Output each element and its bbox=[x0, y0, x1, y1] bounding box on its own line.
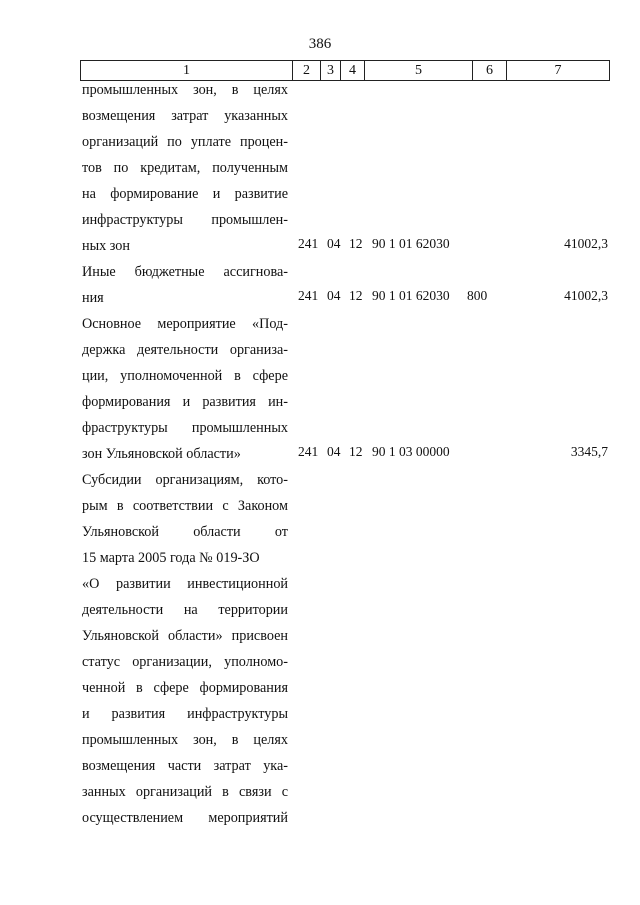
header-col-6: 6 bbox=[473, 61, 507, 80]
text-line: фраструктуры промышленных bbox=[82, 420, 288, 436]
text-line: зон Ульяновской области» bbox=[82, 446, 241, 462]
header-col-1: 1 bbox=[81, 61, 293, 80]
header-col-2: 2 bbox=[293, 61, 321, 80]
code-item: 12 bbox=[349, 236, 363, 251]
header-col-4: 4 bbox=[341, 61, 365, 80]
header-col-3: 3 bbox=[321, 61, 341, 80]
code-item: 12 bbox=[349, 444, 363, 459]
text-line: ченной в сфере формирования bbox=[82, 680, 288, 696]
page-number: 386 bbox=[308, 36, 332, 52]
text-line: деятельности на территории bbox=[82, 602, 288, 618]
code-section: 241 bbox=[298, 236, 319, 251]
text-line: тов по кредитам, полученным bbox=[82, 160, 288, 176]
text-line: и развития инфраструктуры bbox=[82, 706, 288, 722]
amount: 41002,3 bbox=[564, 236, 608, 251]
text-line: держка деятельности организа- bbox=[82, 342, 288, 358]
entry-4-text bbox=[82, 467, 288, 831]
header-col-5: 5 bbox=[365, 61, 473, 80]
amount: 3345,7 bbox=[570, 444, 608, 459]
text-line: статус организации, уполномо- bbox=[82, 654, 288, 670]
code-subsection: 04 bbox=[327, 236, 341, 251]
text-line: ных зон bbox=[82, 238, 130, 254]
text-line: рым в соответствии с Законом bbox=[82, 498, 288, 514]
code-subsection: 04 bbox=[327, 288, 341, 303]
text-line: организаций по уплате процен- bbox=[82, 134, 288, 150]
code-target: 90 1 01 62030 bbox=[372, 236, 450, 251]
text-line: возмещения затрат указанных bbox=[82, 108, 288, 124]
code-section: 241 bbox=[298, 288, 319, 303]
code-subsection: 04 bbox=[327, 444, 341, 459]
entry-3-text bbox=[82, 311, 288, 467]
text-line: Ульяновской области» присвоен bbox=[82, 628, 288, 644]
text-line: ния bbox=[82, 290, 104, 306]
amount: 41002,3 bbox=[564, 288, 608, 303]
text-line: промышленных зон, в целях bbox=[82, 732, 288, 748]
code-target: 90 1 01 62030 bbox=[372, 288, 450, 303]
text-line: промышленных зон, в целях bbox=[82, 82, 288, 98]
entry-1-text bbox=[82, 77, 288, 259]
text-line: Субсидии организациям, кото- bbox=[82, 472, 288, 488]
text-line: Ульяновской области от bbox=[82, 524, 288, 540]
text-line: возмещения части затрат ука- bbox=[82, 758, 288, 774]
header-col-7: 7 bbox=[554, 63, 562, 78]
code-target: 90 1 03 00000 bbox=[372, 444, 450, 459]
text-line: 15 марта 2005 года № 019-ЗО bbox=[82, 550, 260, 566]
text-line: «О развитии инвестиционной bbox=[82, 576, 288, 592]
entry-2-text bbox=[82, 259, 288, 311]
text-line: формирования и развития ин- bbox=[82, 394, 288, 410]
text-line: ции, уполномоченной в сфере bbox=[82, 368, 288, 384]
text-line: на формирование и развитие bbox=[82, 186, 288, 202]
code-item: 12 bbox=[349, 288, 363, 303]
code-expense-type: 800 bbox=[467, 288, 488, 303]
text-line: Основное мероприятие «Под- bbox=[82, 316, 288, 332]
text-line: инфраструктуры промышлен- bbox=[82, 212, 288, 228]
text-line: осуществлением мероприятий bbox=[82, 810, 288, 826]
code-section: 241 bbox=[298, 444, 319, 459]
text-line: Иные бюджетные ассигнова- bbox=[82, 264, 288, 280]
text-line: занных организаций в связи с bbox=[82, 784, 288, 800]
